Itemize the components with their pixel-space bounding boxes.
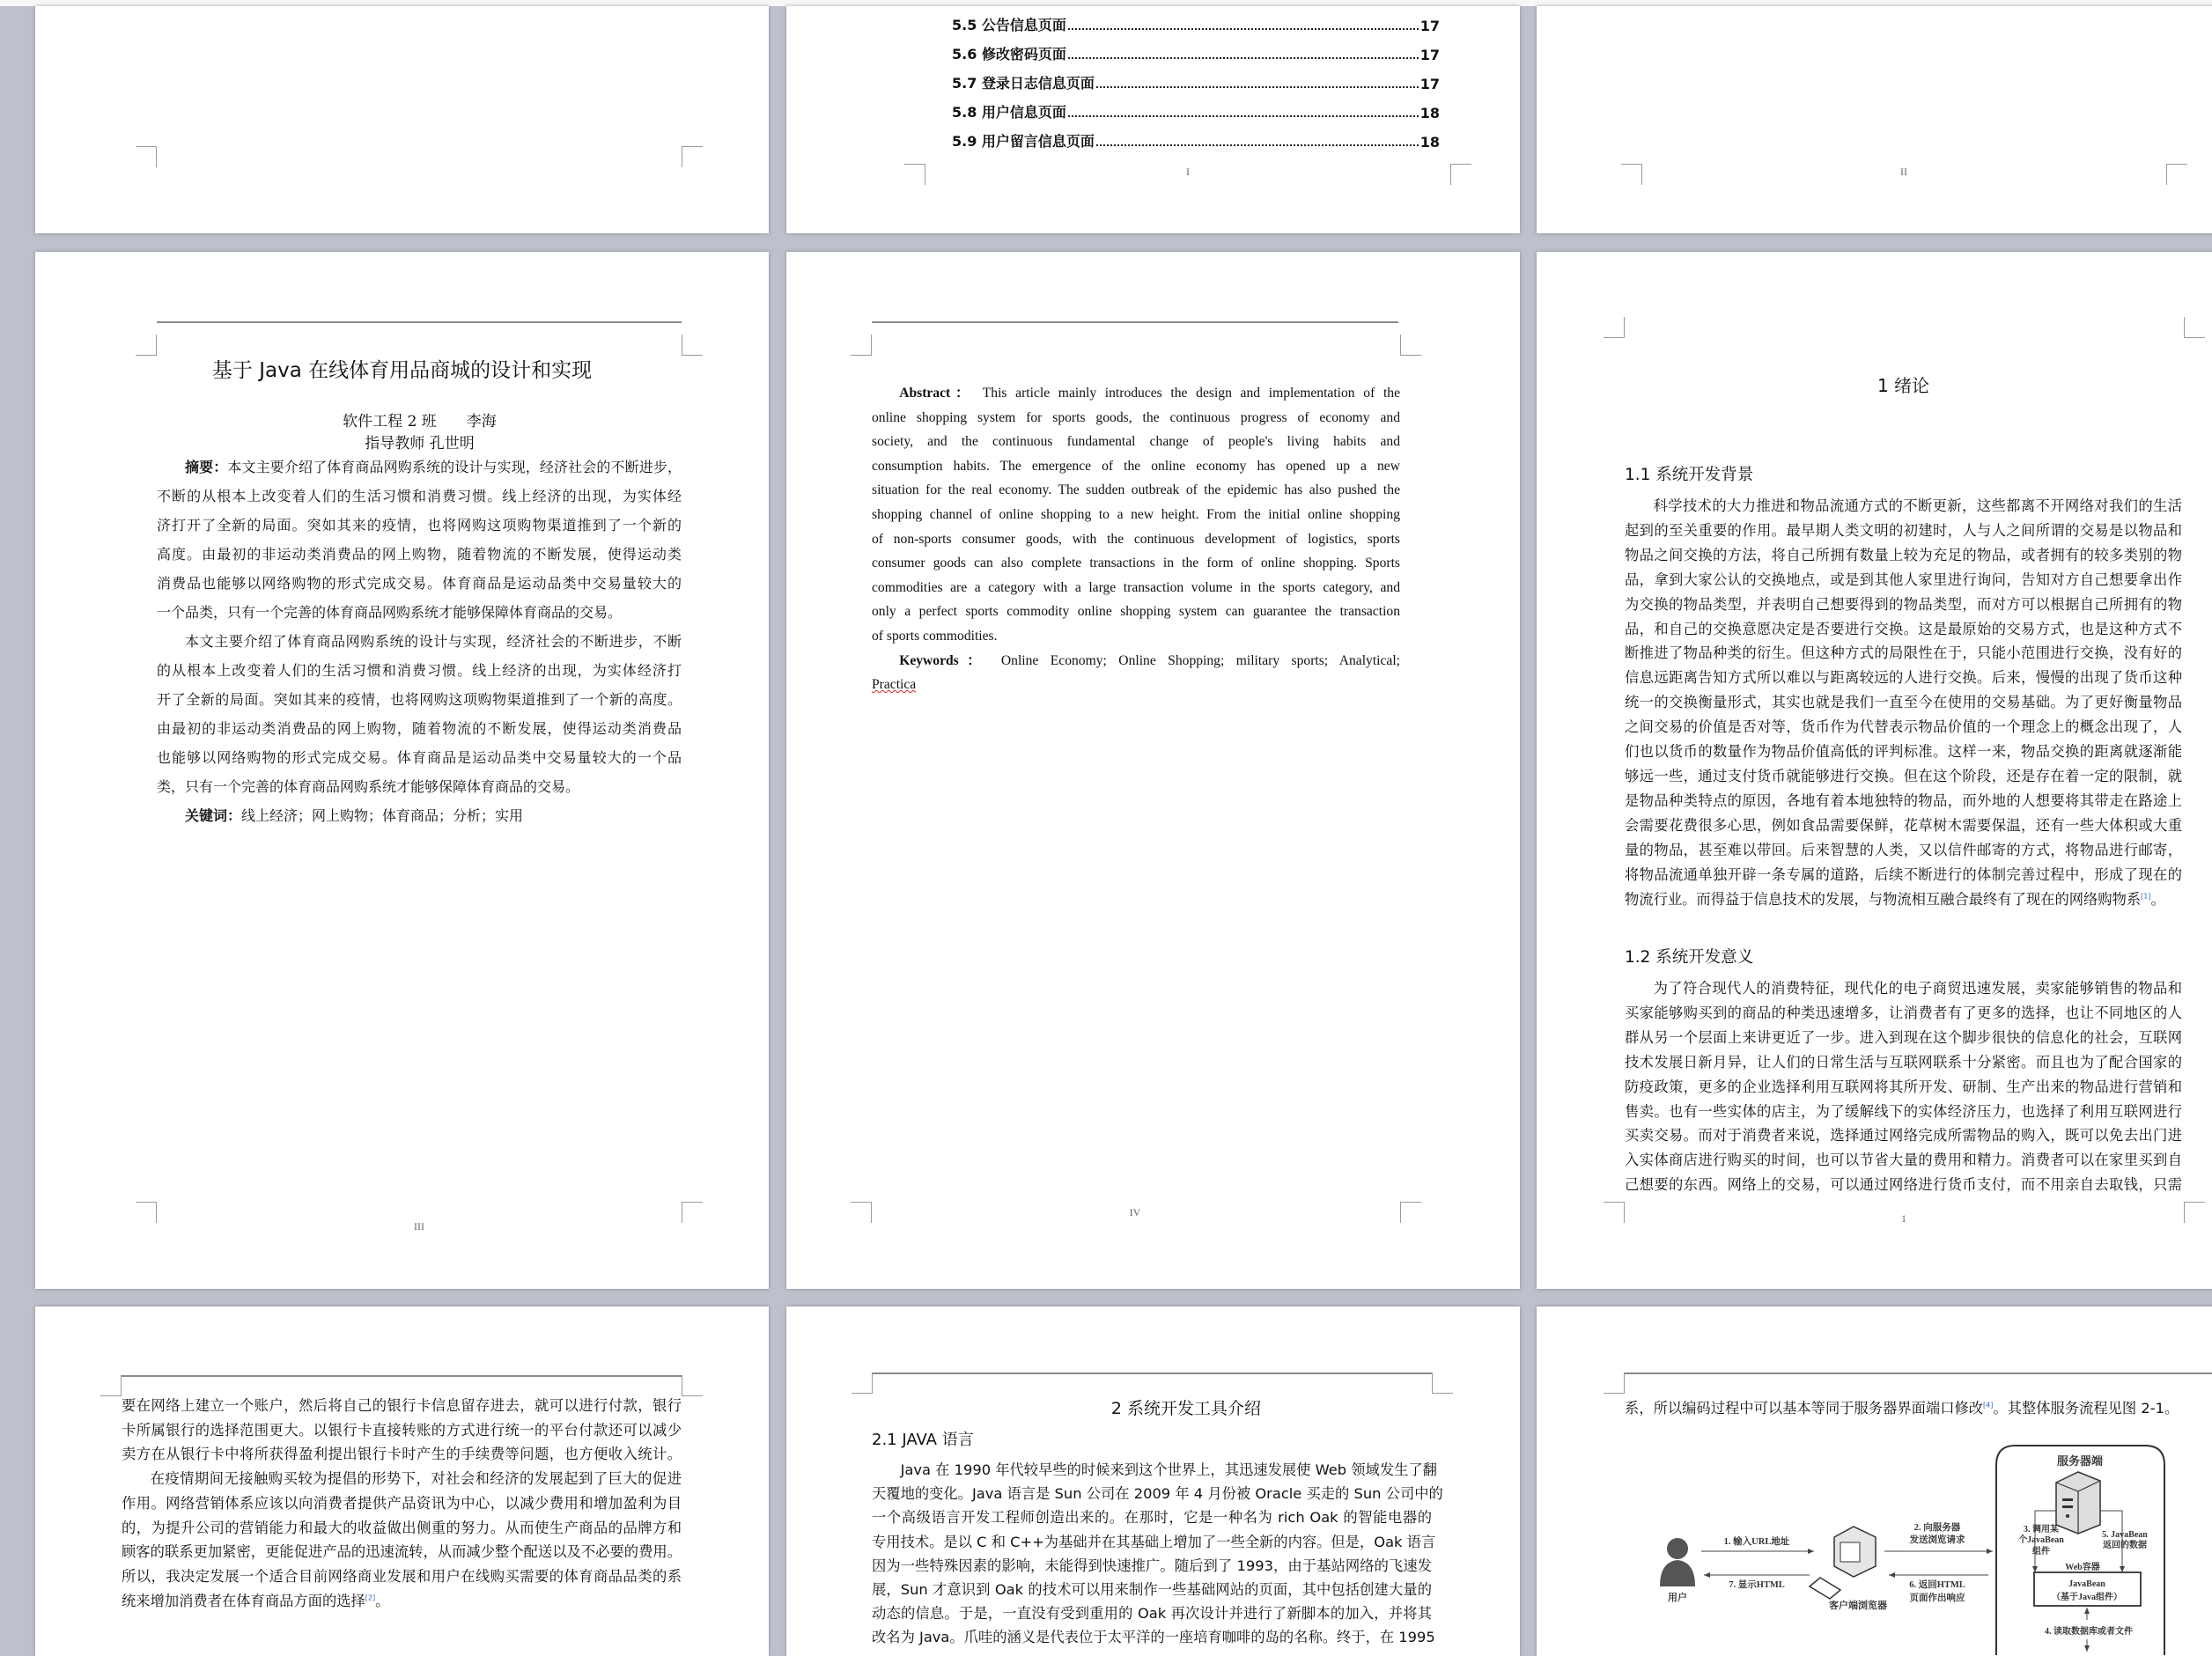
author-line: 软件工程 2 班 李海 [343, 413, 497, 431]
toc-entry-page: 18 [1419, 134, 1440, 151]
line-text: commodities are a category with a large transaction volume in the sports category, and [872, 579, 1400, 595]
line-text: 防疫政策，更多的企业选择利用互联网将其所开发、研制、生产出来的物品进行营销和 [1625, 1078, 2182, 1095]
section-heading: 2.1 JAVA 语言 [872, 1431, 974, 1449]
toc-entry-label: 5.9 用户留言信息页面 [952, 133, 1095, 150]
line-text: 物流行业。而得益于信息技术的发展，与物流相互融合最终有了现在的网络购物系 [1625, 890, 2142, 908]
line-text: 所以，我决定发展一个适合目前网络商业发展和用户在线购买需要的体育商品品类的系 [122, 1567, 682, 1585]
crop-mark [1604, 1202, 1625, 1223]
text-line [122, 1516, 682, 1541]
text-line [1625, 519, 2182, 543]
line-text: 的从根本上改变着人们的生活习惯和消费习惯。线上经济的出现，为实体经济打 [157, 662, 682, 679]
crop-mark [2184, 1202, 2205, 1223]
line-text: 的，为提升公司的营销能力和最大的收益做出侧重的努力。从而使生产商品的品牌方和 [122, 1519, 682, 1536]
crop-mark [1621, 164, 1642, 185]
toc-leader-dots [1096, 86, 1419, 88]
line-text: 本文主要介绍了体育商品网购系统的设计与实现，经济社会的不断进步，不断 [185, 633, 682, 650]
citation-ref[interactable]: [4] [1983, 1401, 1994, 1409]
line-text: 会需要花费很多心思，例如食品需要保鲜，花草树木需要保温，还有一些大体积或大重 [1625, 816, 2182, 834]
line-text: of sports commodities. [872, 628, 998, 644]
line-text: only a perfect sports commodity online shopping system can guarantee the transaction [872, 604, 1400, 620]
page-chapter-1 [1537, 252, 2212, 1289]
line-text: 。其整体服务流程见图 2-1。 [1993, 1400, 2179, 1417]
keywords-text: 线上经济；网上购物；体育商品；分析；实用 [241, 807, 524, 824]
text-line [157, 743, 682, 772]
line-text: 入实体商店进行购买的时间，也可以节省大量的费用和精力。消费者可以在家里买到自 [1625, 1152, 2182, 1169]
step-2-label: 2. 向服务器 [1913, 1523, 1961, 1533]
step-2-label: 发送浏览请求 [1909, 1535, 1965, 1545]
section-heading: 1.1 系统开发背景 [1625, 466, 1754, 484]
line-text: 卡所属银行的选择范围更大。以银行卡直接转账的方式进行统一的平台付款还可以减少 [122, 1421, 682, 1439]
server-icon [2056, 1472, 2100, 1534]
line-text: 统来增加消费者在体育商品方面的选择 [122, 1592, 365, 1609]
line-text: 够远一些，通过支付货币就能够进行交换。但在这个阶段，还是存在着一定的限制，就 [1625, 767, 2182, 784]
text-line [872, 1578, 1432, 1601]
line-text: 买家能够购买到的商品的种类迅速增多，让消费者有了更多的选择，也让不同地区的人 [1625, 1004, 2182, 1021]
abstract-line [872, 381, 1400, 406]
line-text: 品，和自己的交换意愿决定是否要进行交换。这是最原始的交易方式，也是这种方式不 [1625, 620, 2182, 637]
page-2 [35, 1306, 769, 1656]
line-text: 要在网络上建立一个账户，然后将自己的银行卡信息留存进去，就可以进行付款，银行 [122, 1397, 682, 1414]
step-3-label: 3. 调用某 [2024, 1525, 2059, 1535]
text-line [157, 482, 682, 511]
text-line [122, 1540, 682, 1564]
body-text [122, 1394, 682, 1613]
line-text: 技术发展日新月异，让人们的日常生活与互联网联系十分紧密。而且也为了配合国家的 [1625, 1053, 2182, 1071]
text-line [872, 527, 1400, 552]
text-line [872, 1554, 1432, 1578]
keywords-label: 关键词： [185, 807, 242, 824]
crop-mark [100, 1375, 122, 1396]
step-5-label: 5. JavaBean [2102, 1530, 2148, 1540]
line-text: 群从另一个层面上来讲更近了一步。进入到现在这个脚步很快的信息化的社会，互联网 [1625, 1028, 2182, 1046]
page-blank-upper [35, 6, 769, 233]
section-body [1625, 494, 2182, 911]
figure-2-1-service-flow [1537, 1306, 2212, 1655]
text-line [872, 454, 1400, 479]
line-text: 一个品类，只有一个完善的体育商品网购系统才能够保障体育商品的交易。 [157, 604, 623, 621]
line-text: shopping channel of online shopping to a new height. From the initial online shopping [872, 506, 1400, 522]
step-6-label: 6. 返回HTML [1909, 1580, 1965, 1590]
abstract-text: This article mainly introduces the design and implementation of the [982, 386, 1400, 401]
line-text: 因为一些特殊因素的影响，未能得到快速推广。随后到了 1993，由于基站网络的飞速发 [872, 1557, 1432, 1574]
line-text: online shopping system for sports goods, the continuous progress of economy and [872, 409, 1400, 425]
page-en-abstract [786, 252, 1520, 1289]
crop-mark [851, 1202, 872, 1223]
crop-mark [682, 1375, 703, 1396]
page-cn-abstract [35, 252, 769, 1289]
crop-mark [136, 146, 157, 167]
text-line [872, 503, 1400, 527]
crop-mark [682, 335, 703, 356]
text-line [1625, 494, 2182, 519]
text-line [872, 1505, 1432, 1529]
text-line [1625, 976, 2182, 1001]
text-line [1625, 715, 2182, 740]
line-text: 信息远距离告知方式所以难以与距离较远的人进行交换。后来，慢慢的出现了货币这种 [1625, 669, 2182, 687]
text-line [872, 1530, 1436, 1554]
line-text: 开了全新的局面。突如其来的疫情，也将网购这项购物渠道推到了一个新的高度。 [157, 691, 682, 708]
page-chapter-2 [786, 1306, 1520, 1656]
text-line [157, 540, 682, 569]
abstract-line [157, 453, 682, 482]
line-text: 。 [2150, 890, 2165, 908]
line-text: 买卖交易。而对于消费者来说，选择通过网络完成所需物品的购入，既可以免去出门进 [1625, 1127, 2182, 1144]
line-text: 改名为 Java。爪哇的涵义是代表位于太平洋的一座培育咖啡的岛的名称。终于，在 1995 [872, 1629, 1435, 1646]
advisor-line: 指导教师 孔世明 [365, 435, 475, 453]
step-6-label: 页面作出响应 [1909, 1593, 1965, 1603]
user-icon [1660, 1538, 1695, 1586]
text-line [122, 1394, 682, 1418]
line-text: 在疫情期间无接触购买较为提倡的形势下，对社会和经济的发展起到了巨大的促进 [150, 1470, 682, 1488]
header-rule [873, 1373, 1432, 1374]
line-text: consumption habits. The emergence of the online economy has opened up a new [872, 458, 1400, 474]
crop-mark [1432, 1373, 1453, 1394]
line-text: 将物品流通单独开辟一条专属的道路，后续不断进行的体制完善过程中，形成了现在的 [1625, 865, 2182, 883]
toc-entry-page: 18 [1419, 105, 1440, 121]
section-body [1625, 976, 2182, 1197]
text-line [1625, 1100, 2182, 1124]
toc-entry-page: 17 [1419, 76, 1440, 92]
browser-label: 客户端浏览器 [1829, 1601, 1887, 1611]
text-line [157, 685, 682, 714]
text-line [1625, 789, 2182, 813]
header-rule [157, 321, 682, 323]
page-toc-end [786, 6, 1520, 233]
text-line [122, 1564, 682, 1589]
line-text: 展，Sun 才意识到 Oak 的技术可以用来制作一些基础网站的页面，其中包括创建大量的 [872, 1581, 1432, 1599]
text-line [872, 1482, 1443, 1505]
line-text: 统一的交换衡量形式，其实也就是我们一直至今在使用的交易基础。为了更好衡量物品 [1625, 694, 2182, 711]
crop-mark [682, 1202, 703, 1223]
line-text: 起到的至关重要的作用。最早期人类文明的初建时，人与人之间所谓的交易是以物品和 [1625, 521, 2182, 539]
crop-mark [904, 164, 925, 185]
line-text: Java 在 1990 年代较早些的时候来到这个世界上，其迅速发展使 Web 领域发生了翻 [900, 1461, 1437, 1478]
step-1-label: 1. 输入URL地址 [1723, 1537, 1790, 1547]
line-text: 科学技术的大力推进和物品流通方式的不断更新，这些都离不开网络对我们的生活 [1653, 497, 2182, 514]
chapter-heading: 1 绪论 [1877, 375, 1930, 396]
text-line [1625, 1173, 2182, 1197]
toc-entry-label: 5.7 登录日志信息页面 [952, 75, 1095, 92]
line-text: 作用。网络营销体系应该以向消费者提供产品资讯为中心，以减少费用和增加盈利为目 [122, 1494, 682, 1512]
line-text: 由最初的非运动类消费品的网上购物，随着物流的不断发展，使得运动类消费品 [157, 720, 682, 737]
text-line [157, 511, 682, 540]
line-text: consumer goods can also complete transactions in the form of online shopping. Sports [872, 556, 1400, 571]
keywords-line [872, 649, 1400, 673]
line-text: 为交换的物品类型，并表明自己想要得到的物品类型，而对方可以根据自己所拥有的物 [1625, 595, 2182, 613]
keywords-text: Online Economy; Online Shopping; military sports; Analytical; [1000, 652, 1400, 668]
line-text: 物品之间交换的方法，将自己所拥有数量上较为充足的物品，或者拥有的较多类别的物 [1625, 546, 2182, 563]
text-line [122, 1589, 682, 1614]
toc-entry[interactable] [952, 131, 1440, 151]
text-line [872, 1625, 1435, 1649]
line-text: 们也以货币的数量作为物品价值高低的评判标准。这样一来，物品交换的距离就逐渐能 [1625, 743, 2182, 761]
line-text: 己想要的东西。网络上的交易，可以通过网络进行货币支付，而不用亲自去取钱，只需 [1625, 1176, 2182, 1194]
keywords-text-misspelled: Practica [872, 677, 917, 693]
abstract-label: Abstract： [899, 386, 975, 401]
crop-mark [852, 1373, 873, 1394]
keywords-line [157, 801, 682, 830]
text-line [872, 551, 1400, 576]
line-text: 不断的从根本上改变着人们的生活习惯和消费习惯。线上经济的出现，为实体经 [157, 488, 682, 504]
crop-mark [1400, 1202, 1421, 1223]
text-line [872, 406, 1400, 431]
text-line [1625, 666, 2182, 690]
crop-mark [1400, 335, 1421, 356]
javabean-sub-label: （基于Java组件） [2052, 1593, 2122, 1602]
page-number: I [1186, 166, 1190, 178]
crop-mark [1450, 164, 1471, 185]
text-line [1625, 568, 2182, 592]
line-text: 济打开了全新的局面。突如其来的疫情，也将网购这项购物渠道推到了一个新的 [157, 517, 682, 534]
text-line [1625, 641, 2182, 666]
line-text: 断推进了物品种类的衍生。但这种方式的局限性在于，只能小范围进行交换，没有好的 [1625, 644, 2182, 662]
crop-mark [682, 146, 703, 167]
toc-leader-dots [1068, 57, 1419, 59]
text-line [1625, 1075, 2182, 1100]
text-line [1625, 543, 2182, 568]
toc-entry-page: 17 [1419, 18, 1440, 34]
text-line [1625, 740, 2182, 764]
toc-entry-page: 17 [1419, 47, 1440, 63]
text-line [157, 569, 682, 598]
text-line [122, 1491, 682, 1516]
text-line [122, 1442, 682, 1467]
line-text: 类，只有一个完善的体育商品网购系统才能够保障体育商品的交易。 [157, 778, 580, 795]
step-5-label: 返回的数据 [2103, 1541, 2147, 1550]
line-text: 高度。由最初的非运动类消费品的网上购物，随着物流的不断发展，使得运动类 [157, 546, 682, 563]
step-4-label: 4. 读取数据库或者文件 [2045, 1627, 2133, 1637]
text-line [157, 656, 682, 685]
toc-leader-dots [1096, 144, 1419, 146]
text-line [1625, 838, 2182, 863]
line-text: 也能够以网络购物的形式完成交易。体育商品是运动品类中交易量较大的一个品 [157, 749, 682, 766]
line-text: 是物品种类特点的原因，各地有着本地独特的物品，而外地的人想要将其带走在路途上 [1625, 791, 2182, 809]
text-line [1625, 887, 2182, 912]
cn-abstract [157, 453, 682, 830]
line-text: 动态的信息。于是，一直没有受到重用的 Oak 再次设计并进行了新脚本的加入，并将其 [872, 1605, 1432, 1623]
web-container-label: Web容器 [2065, 1563, 2100, 1572]
step-3-label: 组件 [2032, 1547, 2050, 1557]
toc-entry-label: 5.6 修改密码页面 [952, 46, 1066, 63]
crop-mark [136, 1202, 157, 1223]
toc-entry[interactable] [952, 15, 1440, 34]
crop-mark [1604, 317, 1625, 338]
text-line [1625, 690, 2182, 715]
header-rule [122, 1375, 682, 1377]
step-7-label: 7. 显示HTML [1729, 1580, 1785, 1590]
toc-entry[interactable] [952, 102, 1440, 121]
line-text: 顾客的联系更加紧密，更能促进产品的迅速流转，从而减少整个配送以及不必要的费用。 [122, 1543, 682, 1561]
section-heading: 1.2 系统开发意义 [1625, 948, 1754, 967]
abstract-text: 本文主要介绍了体育商品网购系统的设计与实现，经济社会的不断进步， [227, 459, 682, 475]
line-text: 售卖。也有一些实体的店主，为了缓解线下的实体经济压力，也选择了利用互联网进行 [1625, 1102, 2182, 1120]
crop-mark [2166, 164, 2187, 185]
citation-ref[interactable]: [1] [2141, 892, 2151, 901]
chapter-heading: 2 系统开发工具介绍 [1110, 1399, 1262, 1418]
keywords-line [872, 673, 1400, 697]
line-text: 品，拿到大家公认的交换地点，或是到其他人家里进行询问，告知对方自己想要拿出作 [1625, 570, 2182, 588]
keywords-label: Keywords： [899, 652, 990, 668]
line-text: 卖方在从银行卡中将所获得盈利提出银行卡时产生的手续费等问题，也方便收入统计。 [122, 1446, 682, 1463]
line-text: 天覆地的变化。Java 语言是 Sun 公司在 2009 年 4 月份被 Oracle 买走的 Sun 公司中的 [872, 1485, 1443, 1503]
text-line [1625, 1050, 2182, 1075]
text-line [1625, 1026, 2182, 1050]
text-line [1625, 813, 2182, 838]
viewer-top-strip [0, 0, 2212, 6]
line-text: 为了符合现代人的消费特征，现代化的电子商贸迅速发展，卖家能够销售的物品和 [1653, 980, 2182, 997]
en-abstract [872, 381, 1400, 697]
citation-ref[interactable]: [2] [365, 1593, 376, 1602]
text-line [872, 600, 1400, 624]
page-figure-2-1 [1537, 1306, 2212, 1656]
text-line [1625, 863, 2182, 887]
javabean-label: JavaBean [2068, 1579, 2105, 1589]
text-line [157, 714, 682, 743]
text-line [157, 772, 682, 801]
page-number: 1 [1901, 1212, 1906, 1225]
text-line [157, 598, 682, 627]
page-number: IV [1129, 1206, 1141, 1218]
toc-leader-dots [1068, 28, 1419, 30]
page-blank-ii [1537, 6, 2212, 233]
line-text: 系，所以编码过程中可以基本等同于服务器界面端口修改 [1625, 1400, 1984, 1417]
line-text: 。 [375, 1592, 390, 1609]
line-text: society, and the continuous fundamental change of people's living habits and [872, 434, 1400, 450]
toc-entry-label: 5.8 用户信息页面 [952, 104, 1066, 121]
computer-icon [1810, 1527, 1876, 1599]
text-line [1625, 1001, 2182, 1026]
section-body [872, 1458, 1443, 1650]
text-line [1625, 592, 2182, 617]
line-text: 消费品也能够以网络购物的形式完成交易。体育商品是运动品类中交易量较大的 [157, 575, 682, 592]
toc-entry-label: 5.5 公告信息页面 [952, 17, 1066, 33]
page-number: III [414, 1220, 424, 1233]
line-text: situation for the real economy. The sudden outbreak of the epidemic has also pushed the [872, 482, 1400, 498]
line-text: 之间交易的价值是否对等，货币作为代替表示物品价值的一个理念上的概念出现了，人 [1625, 718, 2182, 736]
server-side-label: 服务器端 [2056, 1454, 2104, 1468]
text-line [872, 576, 1400, 600]
text-line [1625, 1123, 2182, 1148]
crop-mark [136, 335, 157, 356]
toc-leader-dots [1068, 115, 1419, 117]
abstract-label: 摘要： [185, 459, 228, 475]
text-line [872, 430, 1400, 454]
header-rule [872, 321, 1398, 323]
step-3-label: 个JavaBean [2018, 1535, 2064, 1545]
text-line [122, 1418, 682, 1443]
text-line [1625, 1148, 2182, 1173]
thesis-title: 基于 Java 在线体育用品商城的设计和实现 [211, 359, 593, 382]
line-text: of non-sports consumer goods, with the continuous development of logistics, sports [872, 531, 1400, 547]
page-number: II [1900, 166, 1907, 178]
text-line [872, 1458, 1437, 1482]
text-line [872, 478, 1400, 503]
text-line [872, 1601, 1432, 1625]
toc-entry[interactable] [952, 44, 1440, 63]
line-text: 一个高级语言开发工程师创造出来的。在那时，它是一种名为 rich Oak 的智能电器的 [872, 1509, 1432, 1527]
crop-mark [2184, 317, 2205, 338]
line-text: 量的物品，甚至难以带回。后来智慧的人类，又以信件邮寄的方式，将物品进行邮寄， [1625, 841, 2182, 858]
crop-mark [851, 335, 872, 356]
text-line [1625, 617, 2182, 642]
text-line [1625, 764, 2182, 789]
toc-entry[interactable] [952, 73, 1440, 92]
line-text: 专用技术。是以 C 和 C++为基础并在其基础上增加了一些全新的内容。但是，Oak 语言 [872, 1533, 1436, 1550]
text-line [872, 624, 1400, 649]
text-line [157, 627, 682, 656]
text-line [122, 1467, 682, 1491]
user-label: 用户 [1668, 1593, 1687, 1603]
